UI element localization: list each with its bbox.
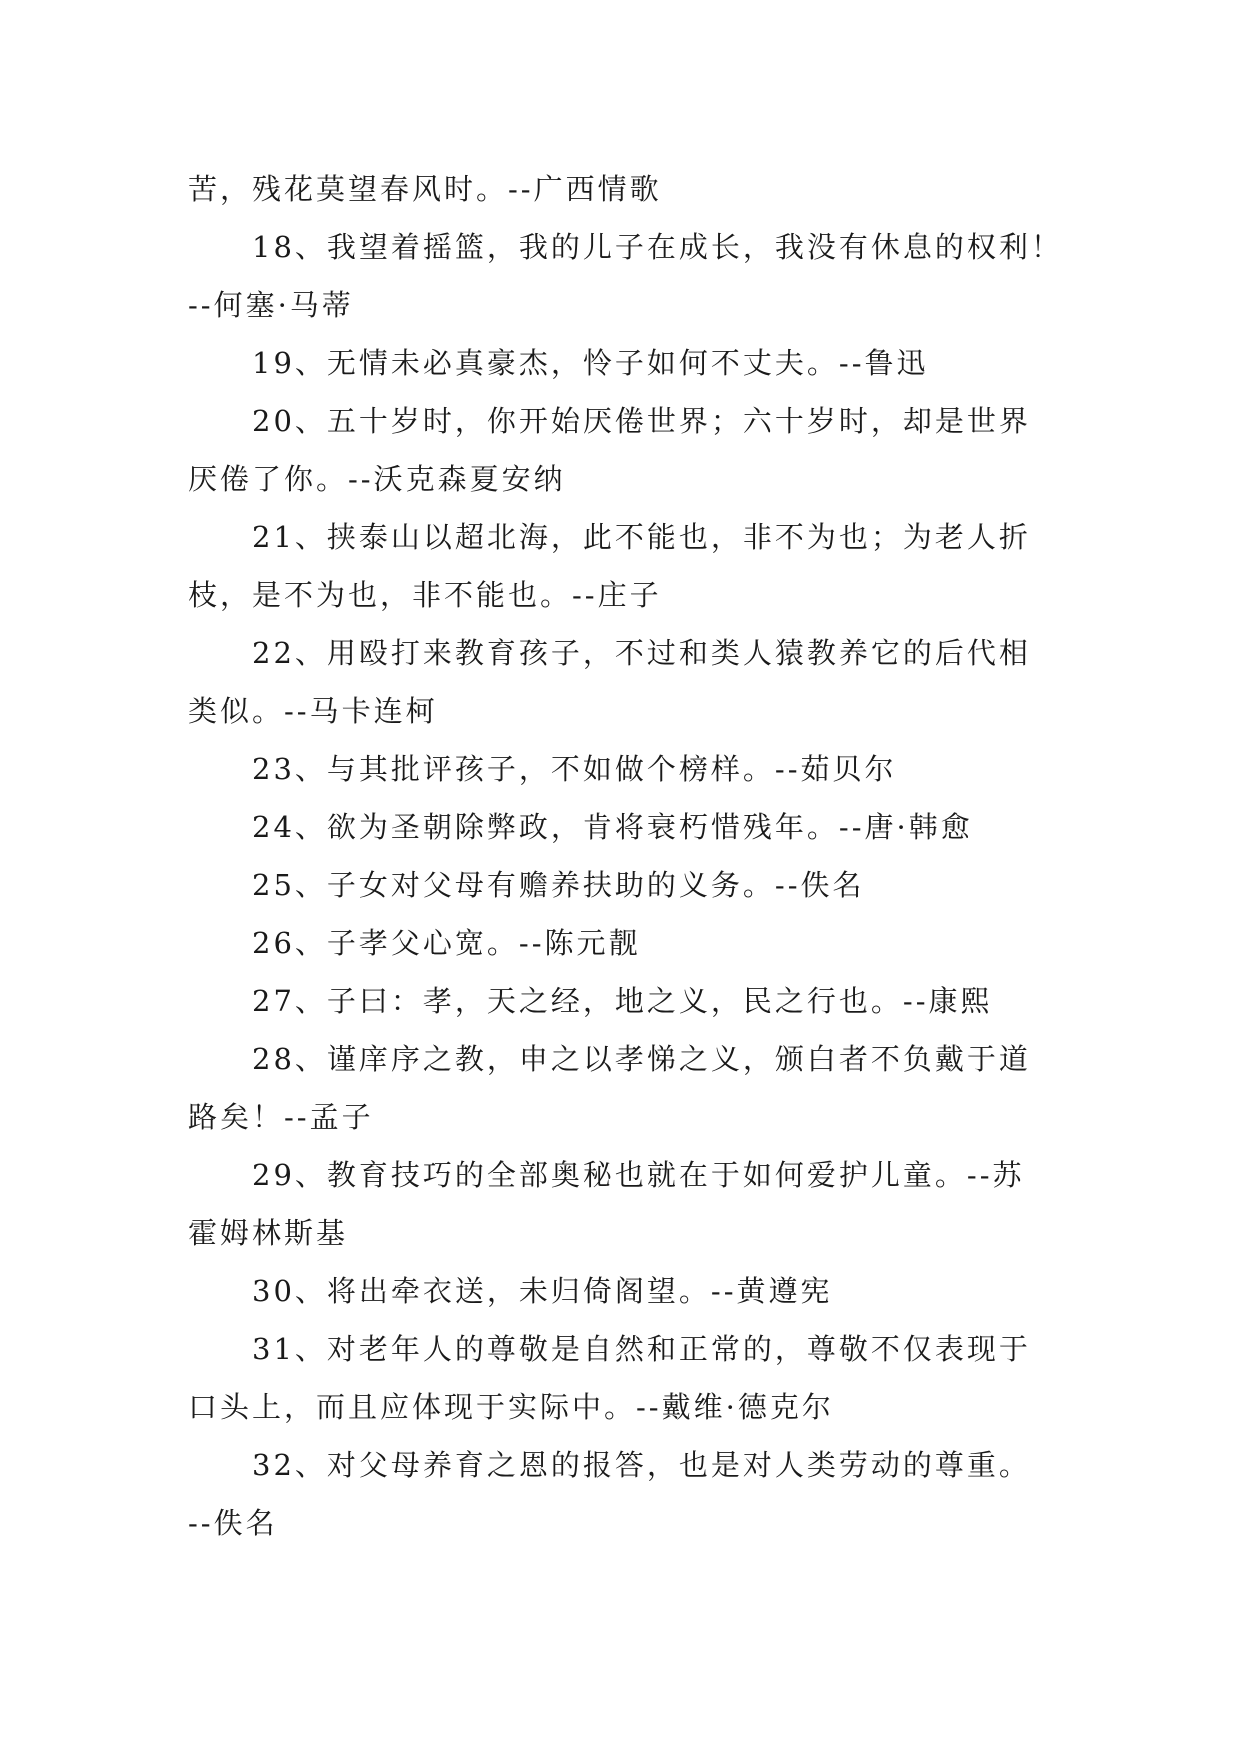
text-line: 31、对老年人的尊敬是自然和正常的，尊敬不仅表现于 (252, 1332, 1031, 1366)
text-line: 枝，是不为也，非不能也。--庄子 (188, 578, 662, 612)
text-line: 19、无情未必真豪杰，怜子如何不丈夫。--鲁迅 (252, 346, 929, 380)
text-line: --何塞·马蒂 (188, 288, 354, 322)
text-line: 26、子孝父心宽。--陈元靓 (252, 926, 641, 960)
text-line: 32、对父母养育之恩的报答，也是对人类劳动的尊重。 (252, 1448, 1031, 1482)
text-line: 30、将出牵衣送，未归倚阁望。--黄遵宪 (252, 1274, 833, 1308)
text-line: --佚名 (188, 1506, 278, 1540)
text-line: 23、与其批评孩子，不如做个榜样。--茹贝尔 (252, 752, 897, 786)
document-body (188, 160, 1063, 1552)
text-line: 29、教育技巧的全部奥秘也就在于如何爱护儿童。--苏 (252, 1158, 1025, 1192)
text-line: 27、子曰：孝，天之经，地之义，民之行也。--康熙 (252, 984, 993, 1018)
text-line: 霍姆林斯基 (188, 1216, 349, 1250)
text-line: 25、子女对父母有赡养扶助的义务。--佚名 (252, 868, 865, 902)
text-line: 21、挟泰山以超北海，此不能也，非不为也；为老人折 (252, 520, 1031, 554)
text-line: 22、用殴打来教育孩子，不过和类人猿教养它的后代相 (252, 636, 1031, 670)
text-line: 18、我望着摇篮，我的儿子在成长，我没有休息的权利！ (252, 230, 1063, 264)
text-line: 24、欲为圣朝除弊政，肯将衰朽惜残年。--唐·韩愈 (252, 810, 973, 844)
text-line: 28、谨庠序之教，申之以孝悌之义，颁白者不负戴于道 (252, 1042, 1031, 1076)
text-line: 厌倦了你。--沃克森夏安纳 (188, 462, 566, 496)
text-line: 20、五十岁时，你开始厌倦世界；六十岁时，却是世界 (252, 404, 1031, 438)
text-line: 类似。--马卡连柯 (188, 694, 438, 728)
text-line: 路矣！--孟子 (188, 1100, 374, 1134)
text-line: 苦，残花莫望春风时。--广西情歌 (188, 172, 662, 206)
text-line: 口头上，而且应体现于实际中。--戴维·德克尔 (188, 1390, 834, 1424)
